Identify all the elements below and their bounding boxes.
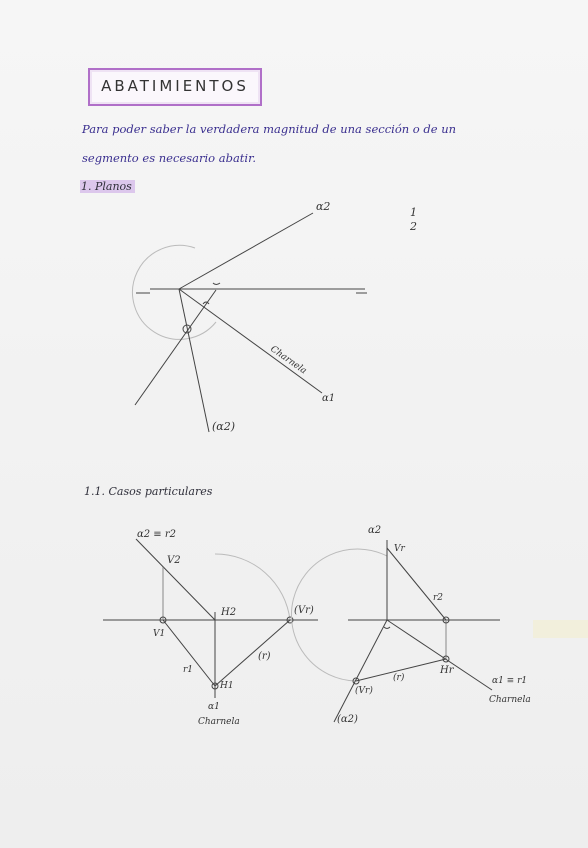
label-v2: V2 [167, 555, 181, 566]
intro-line-2: segmento es necesario abatir. [82, 151, 256, 165]
label-h2: H2 [221, 607, 237, 618]
diagram-caso-1 [103, 539, 318, 698]
label-charnela: Charnela [268, 344, 309, 377]
abated-trace [179, 289, 209, 432]
section-heading-casos: 1.1. Casos particulares [84, 485, 213, 498]
label-alpha1: α1 [322, 393, 336, 404]
label-charnela-3: Charnela [489, 695, 531, 705]
label-v1: V1 [153, 629, 166, 639]
page-title: ABATIMIENTOS [101, 77, 249, 95]
diagram-caso-2 [291, 540, 500, 722]
label-alpha2-r2: α2 ≡ r2 [137, 529, 176, 540]
trace-alpha2 [179, 213, 313, 289]
label-r1: r1 [183, 665, 194, 675]
label-side-1: 1 [410, 206, 417, 219]
arc-construction [133, 245, 216, 339]
trace-alpha1 [179, 289, 322, 393]
right-angle-mark [213, 283, 220, 285]
line-r-abatida [215, 620, 290, 686]
label-alpha1-2: α1 [208, 702, 220, 712]
label-alpha2-3: α2 [368, 525, 382, 536]
intro-line-1: Para poder saber la verdadera magnitud de una sección o de un [82, 122, 457, 136]
label-h1: H1 [220, 681, 234, 691]
label-alpha2: α2 [316, 200, 331, 213]
section-heading-planos-text: 1. Planos [80, 180, 135, 193]
abated-trace-alpha2 [334, 620, 387, 722]
label-vr-abatido: (Vr) [294, 605, 314, 616]
label-side-2: 2 [410, 220, 417, 233]
trace-alpha2-r2 [136, 539, 215, 620]
label-r2: r2 [433, 593, 444, 603]
label-r-abatida-3: (r) [393, 673, 405, 683]
label-alpha2-abatido-3: (α2) [337, 714, 358, 725]
label-r-abatida: (r) [258, 651, 271, 662]
line-r2 [387, 548, 446, 620]
label-vr: Vr [394, 544, 405, 554]
construction-line [135, 290, 216, 405]
label-alpha1-r1: α1 ≡ r1 [492, 676, 528, 686]
label-vr-abatido-3: (Vr) [355, 686, 373, 696]
right-angle-mark-3 [384, 627, 390, 629]
line-r1 [163, 620, 215, 686]
label-hr: Hr [440, 665, 454, 676]
label-alpha2-abatido: (α2) [212, 420, 236, 433]
label-charnela-2: Charnela [198, 717, 240, 727]
